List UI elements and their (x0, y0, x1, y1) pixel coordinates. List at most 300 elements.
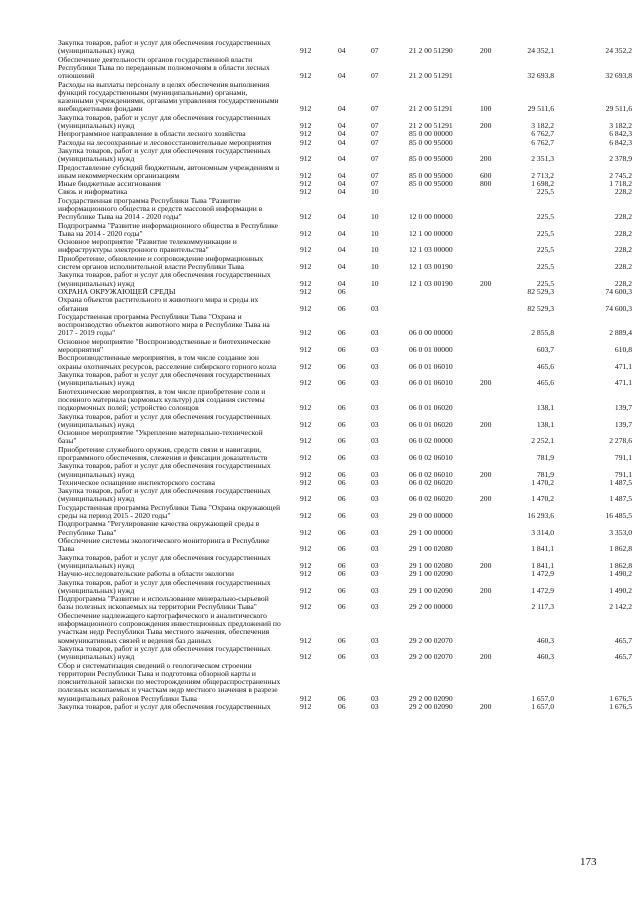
subsection-cell: 03 (371, 560, 379, 570)
target-article-cell: 85 0 00 95000 (409, 137, 453, 147)
target-article-cell: 06 0 02 06010 (409, 469, 453, 479)
target-article-cell: 06 0 01 06020 (409, 403, 453, 413)
amount-year2-cell: 471,1 (614, 378, 632, 388)
item-name (58, 354, 283, 371)
ved-cell: 912 (300, 477, 312, 487)
amount-year2-cell: 2 278,6 (609, 436, 632, 446)
item-name-line: Закупка товаров, работ и услуг для обеспечения государственных (58, 146, 271, 155)
section-cell: 04 (338, 120, 346, 130)
item-name-line: Обеспечение деятельности органов государственной власти (58, 55, 253, 64)
subsection-cell: 03 (371, 452, 379, 462)
item-name-line: (муниципальных) нужд (58, 278, 135, 288)
item-name-line: Закупка товаров, работ и услуг для обеспечения государственных (58, 371, 271, 379)
target-article-cell: 29 1 00 02090 (409, 569, 453, 579)
subsection-cell: 10 (371, 262, 379, 272)
item-name-line: функций государственными (муниципальными) органами, (58, 87, 248, 97)
item-name (58, 554, 283, 571)
table-row (0, 579, 640, 596)
item-name-line: Расходы на лесоохранные и лесовосстановительные мероприятия (58, 138, 272, 147)
expense-type-cell: 200 (480, 120, 492, 130)
ved-cell: 912 (300, 511, 312, 521)
section-cell: 04 (338, 228, 346, 238)
target-article-cell: 12 1 03 00190 (409, 262, 453, 272)
amount-year2-cell: 1 487,5 (609, 494, 632, 504)
amount-year1-cell: 3 314,0 (531, 527, 554, 537)
target-article-cell: 85 0 00 00000 (409, 129, 453, 139)
item-name (58, 313, 283, 338)
amount-year1-cell: 225,5 (536, 187, 554, 197)
section-cell: 06 (338, 378, 346, 388)
amount-year1-cell: 460,3 (536, 635, 554, 645)
item-name-line: Научно-исследовательские работы в области экологии (58, 570, 234, 579)
item-name-line: Подпрограмма "Регулирование качества окружающей среды в (58, 520, 260, 529)
ved-cell: 912 (300, 104, 312, 114)
ved-cell: 912 (300, 245, 312, 255)
item-name-line: Тыва (58, 544, 75, 554)
target-article-cell: 29 1 00 02090 (409, 585, 453, 595)
section-cell: 04 (338, 154, 346, 164)
item-name-line: Приобретение служебного оружия, средств связи и навигации, (58, 445, 262, 454)
amount-year2-cell: 228,2 (614, 245, 632, 255)
amount-year2-cell: 74 600,3 (605, 287, 632, 296)
table-row (0, 703, 640, 711)
item-name (58, 338, 283, 355)
amount-year2-cell: 16 485,5 (605, 511, 632, 521)
amount-year1-cell: 6 762,7 (531, 137, 554, 147)
amount-year1-cell: 2 117,3 (531, 602, 554, 612)
item-name (58, 288, 283, 296)
item-name-line: обитания (58, 303, 89, 313)
subsection-cell: 03 (371, 378, 379, 388)
ved-cell: 912 (300, 71, 312, 81)
item-name (58, 371, 283, 388)
table-row (0, 288, 640, 296)
item-name-line: информационного общества и средств массовой информации в (58, 203, 263, 213)
item-name (58, 130, 283, 138)
ved-cell: 912 (300, 154, 312, 164)
table-row (0, 255, 640, 272)
subsection-cell: 03 (371, 403, 379, 413)
amount-year1-cell: 225,5 (536, 278, 554, 288)
item-name-line: Охрана объектов растительного и животного мира и среды их (58, 296, 259, 305)
amount-year1-cell: 781,9 (536, 469, 554, 479)
item-name-line: Приобретение, обновление и сопровождение информационных (58, 254, 264, 263)
table-row (0, 570, 640, 578)
table-row (0, 388, 640, 413)
expense-type-cell: 200 (480, 652, 492, 662)
amount-year2-cell: 228,2 (614, 187, 632, 197)
expense-type-cell: 800 (480, 179, 492, 189)
section-cell: 04 (338, 179, 346, 189)
item-name (58, 595, 283, 612)
table-row (0, 662, 640, 704)
target-article-cell: 12 1 03 00190 (409, 278, 453, 288)
expense-type-cell: 200 (480, 585, 492, 595)
ved-cell: 912 (300, 137, 312, 147)
item-name-line: инфраструктуры электронного правительства" (58, 245, 209, 255)
table-row (0, 504, 640, 521)
item-name-line: Подпрограмма "Развитие информационного общества в Республике (58, 221, 279, 230)
item-name (58, 479, 283, 487)
ved-cell: 912 (300, 693, 312, 703)
item-name (58, 180, 283, 188)
target-article-cell: 06 0 01 00000 (409, 345, 453, 355)
section-cell: 06 (338, 635, 346, 645)
item-name-line: Государственная программа Республики Тыва "Охрана и (58, 312, 242, 321)
table-row (0, 238, 640, 255)
ved-cell: 912 (300, 544, 312, 554)
amount-year2-cell: 1 490,2 (609, 585, 632, 595)
item-name-line: казенными учреждениями, органами управления государственными (58, 96, 279, 106)
subsection-cell: 03 (371, 693, 379, 703)
amount-year1-cell: 1 841,1 (531, 544, 554, 554)
amount-year2-cell: 24 352,2 (605, 46, 632, 56)
amount-year1-cell: 465,6 (536, 361, 554, 371)
table-row (0, 147, 640, 164)
subsection-cell: 03 (371, 585, 379, 595)
amount-year1-cell: 225,5 (536, 228, 554, 238)
section-cell: 06 (338, 693, 346, 703)
table-row (0, 39, 640, 56)
subsection-cell: 03 (371, 494, 379, 504)
item-name-line: (муниципальных) нужд (58, 652, 135, 662)
subsection-cell: 03 (371, 419, 379, 429)
section-cell: 06 (338, 560, 346, 570)
ved-cell: 912 (300, 652, 312, 662)
item-name (58, 147, 283, 164)
amount-year2-cell: 139,7 (614, 419, 632, 429)
amount-year1-cell: 2 252,1 (531, 436, 554, 446)
amount-year1-cell: 225,5 (536, 212, 554, 222)
item-name (58, 645, 283, 662)
ved-cell: 912 (300, 287, 312, 296)
item-name-line: Биотехнические мероприятия, в том числе приобретение соли и (58, 387, 266, 396)
amount-year1-cell: 2 855,8 (531, 328, 554, 338)
item-name (58, 56, 283, 81)
target-article-cell: 21 2 00 51291 (409, 120, 453, 130)
section-cell: 04 (338, 187, 346, 197)
item-name-line: подкормочных полей; устройство солонцов (58, 403, 199, 413)
target-article-cell: 06 0 01 06010 (409, 361, 453, 371)
subsection-cell: 03 (371, 602, 379, 612)
subsection-cell: 10 (371, 278, 379, 288)
item-name-line: Предоставление субсидий бюджетным, автономным учреждениям и (58, 163, 280, 172)
ved-cell: 912 (300, 187, 312, 197)
table-row (0, 222, 640, 239)
amount-year1-cell: 2 351,3 (531, 154, 554, 164)
item-name-line: Закупка товаров, работ и услуг для обеспечения государственных (58, 412, 271, 421)
subsection-cell: 07 (371, 71, 379, 81)
item-name-line: Республики Тыва по переданным полномочиям в области лесных (58, 62, 270, 72)
item-name-line: Техническое оснащение инспекторского состава (58, 478, 215, 487)
amount-year1-cell: 1 657,0 (531, 702, 554, 711)
item-name-line: базы полезных ископаемых на территории Республики Тыва" (58, 602, 257, 612)
section-cell: 06 (338, 436, 346, 446)
amount-year2-cell: 6 842,3 (609, 137, 632, 147)
item-name-line: Связь и информатика (58, 188, 128, 197)
table-row (0, 462, 640, 479)
target-article-cell: 29 2 00 02070 (409, 635, 453, 645)
target-article-cell: 06 0 02 00000 (409, 436, 453, 446)
ved-cell: 912 (300, 129, 312, 139)
subsection-cell: 03 (371, 702, 379, 711)
item-name-line: (муниципальных) нужд (58, 494, 135, 504)
table-row (0, 338, 640, 355)
ved-cell: 912 (300, 212, 312, 222)
ved-cell: 912 (300, 602, 312, 612)
amount-year2-cell: 29 511,6 (605, 104, 632, 114)
item-name (58, 579, 283, 596)
item-name (58, 81, 283, 114)
section-cell: 04 (338, 46, 346, 56)
section-cell: 06 (338, 544, 346, 554)
amount-year2-cell: 2 142,2 (609, 602, 632, 612)
table-row (0, 645, 640, 662)
item-name-line: (муниципальных) нужд (58, 120, 135, 130)
ved-cell: 912 (300, 328, 312, 338)
subsection-cell: 07 (371, 179, 379, 189)
amount-year2-cell: 465,7 (614, 652, 632, 662)
target-article-cell: 06 0 02 06010 (409, 452, 453, 462)
ved-cell: 912 (300, 527, 312, 537)
amount-year2-cell: 791,1 (614, 452, 632, 462)
subsection-cell: 07 (371, 104, 379, 114)
table-row (0, 164, 640, 181)
item-name (58, 446, 283, 463)
subsection-cell: 07 (371, 120, 379, 130)
table-row (0, 429, 640, 446)
target-article-cell: 06 0 01 06020 (409, 419, 453, 429)
item-name-line: мероприятия" (58, 345, 104, 355)
amount-year2-cell: 228,2 (614, 228, 632, 238)
table-row (0, 296, 640, 313)
table-row (0, 313, 640, 338)
expense-type-cell: 100 (480, 104, 492, 114)
expense-type-cell: 200 (480, 46, 492, 56)
amount-year1-cell: 460,3 (536, 652, 554, 662)
section-cell: 06 (338, 585, 346, 595)
amount-year1-cell: 29 511,6 (527, 104, 554, 114)
item-name (58, 703, 283, 711)
item-name-line: среды на период 2015 - 2020 годы" (58, 511, 171, 521)
table-row (0, 595, 640, 612)
amount-year1-cell: 781,9 (536, 452, 554, 462)
ved-cell: 912 (300, 378, 312, 388)
item-name-line: воспроизводство объектов животного мира в Республике Тыва на (58, 320, 270, 330)
item-name-line: коммуникативных связей и ведения баз данных (58, 635, 212, 645)
ved-cell: 912 (300, 403, 312, 413)
item-name-line: 2017 - 2019 годы" (58, 328, 116, 338)
subsection-cell: 03 (371, 569, 379, 579)
amount-year2-cell: 1 487,5 (609, 477, 632, 487)
amount-year1-cell: 1 698,2 (531, 179, 554, 189)
subsection-cell: 03 (371, 436, 379, 446)
amount-year1-cell: 603,7 (536, 345, 554, 355)
subsection-cell: 03 (371, 328, 379, 338)
section-cell: 06 (338, 477, 346, 487)
amount-year2-cell: 465,7 (614, 635, 632, 645)
subsection-cell: 10 (371, 245, 379, 255)
amount-year2-cell: 139,7 (614, 403, 632, 413)
item-name-line: Воспроизводственные мероприятия, в том числе создание зон (58, 354, 259, 363)
item-name (58, 296, 283, 313)
item-name-line: (муниципальных) нужд (58, 378, 135, 388)
target-article-cell: 12 1 03 00000 (409, 245, 453, 255)
item-name (58, 255, 283, 272)
expense-type-cell: 200 (480, 154, 492, 164)
amount-year2-cell: 1 718,2 (609, 179, 632, 189)
target-article-cell: 29 1 00 00000 (409, 527, 453, 537)
section-cell: 04 (338, 129, 346, 139)
target-article-cell: 29 2 00 02090 (409, 702, 453, 711)
item-name (58, 537, 283, 554)
item-name-line: полезных ископаемых и участкам недр местного значения в разрезе (58, 685, 278, 695)
item-name-line: (муниципальных) нужд (58, 469, 135, 479)
amount-year1-cell: 225,5 (536, 245, 554, 255)
ved-cell: 912 (300, 303, 312, 313)
item-name-line: иным некоммерческим организациям (58, 170, 180, 180)
item-name-line: Государственная программа Республики Тыва "Охрана окружающей (58, 503, 281, 512)
item-name-line: Основное мероприятие "Укрепление материально-технической (58, 429, 263, 438)
item-name-line: Закупка товаров, работ и услуг для обеспечения государственных (58, 644, 271, 653)
section-cell: 06 (338, 702, 346, 711)
subsection-cell: 03 (371, 345, 379, 355)
ved-cell: 912 (300, 494, 312, 504)
section-cell: 06 (338, 328, 346, 338)
table-row (0, 554, 640, 571)
target-article-cell: 85 0 00 95000 (409, 154, 453, 164)
subsection-cell: 07 (371, 170, 379, 180)
item-name-line: территории Республики Тыва и подготовка обзорной карты и (58, 668, 256, 678)
amount-year2-cell: 228,2 (614, 278, 632, 288)
ved-cell: 912 (300, 452, 312, 462)
item-name-line: Закупка товаров, работ и услуг для обеспечения государственных (58, 39, 271, 47)
ved-cell: 912 (300, 120, 312, 130)
section-cell: 06 (338, 287, 346, 296)
target-article-cell: 21 2 00 51291 (409, 104, 453, 114)
amount-year1-cell: 225,5 (536, 262, 554, 272)
item-name-line: участкам недр Республики Тыва местного значения, обеспечения (58, 627, 270, 637)
section-cell: 04 (338, 278, 346, 288)
ved-cell: 912 (300, 345, 312, 355)
table-row (0, 479, 640, 487)
ved-cell: 912 (300, 361, 312, 371)
amount-year1-cell: 1 841,1 (531, 560, 554, 570)
amount-year1-cell: 1 472,9 (531, 569, 554, 579)
section-cell: 06 (338, 494, 346, 504)
section-cell: 06 (338, 511, 346, 521)
table-row (0, 354, 640, 371)
item-name-line: программного обеспечения, слежения и фиксации доказательств (58, 452, 268, 462)
page-number: 173 (580, 856, 597, 868)
amount-year1-cell: 82 529,3 (527, 303, 554, 313)
item-name-line: Сбор и систематизация сведений о геологическом строении (58, 661, 252, 670)
section-cell: 06 (338, 602, 346, 612)
ved-cell: 912 (300, 46, 312, 56)
item-name (58, 164, 283, 181)
item-name-line: Тыва на 2014 - 2020 годы" (58, 228, 143, 238)
table-row (0, 188, 640, 196)
item-name (58, 570, 283, 578)
section-cell: 06 (338, 469, 346, 479)
target-article-cell: 85 0 00 95000 (409, 170, 453, 180)
ved-cell: 912 (300, 569, 312, 579)
subsection-cell: 07 (371, 129, 379, 139)
section-cell: 04 (338, 262, 346, 272)
ved-cell: 912 (300, 228, 312, 238)
amount-year2-cell: 1 862,8 (609, 560, 632, 570)
table-row (0, 114, 640, 131)
item-name-line: Иные бюджетные ассигнования (58, 180, 161, 189)
ved-cell: 912 (300, 436, 312, 446)
table-row (0, 446, 640, 463)
amount-year2-cell: 610,8 (614, 345, 632, 355)
item-name-line: Расходы на выплаты персоналу в целях обеспечения выполнения (58, 80, 270, 89)
item-name (58, 271, 283, 288)
target-article-cell: 85 0 00 95000 (409, 179, 453, 189)
section-cell: 06 (338, 452, 346, 462)
subsection-cell: 03 (371, 527, 379, 537)
item-name (58, 188, 283, 196)
expense-type-cell: 200 (480, 378, 492, 388)
item-name-line: Основное мероприятие "Развитие телекоммуникации и (58, 238, 237, 247)
target-article-cell: 29 1 00 02080 (409, 544, 453, 554)
expense-type-cell: 200 (480, 560, 492, 570)
subsection-cell: 03 (371, 635, 379, 645)
section-cell: 04 (338, 71, 346, 81)
expense-type-cell: 200 (480, 278, 492, 288)
section-cell: 04 (338, 212, 346, 222)
item-name (58, 504, 283, 521)
table-row (0, 612, 640, 645)
amount-year1-cell: 24 352,1 (527, 46, 554, 56)
amount-year2-cell: 3 353,0 (609, 527, 632, 537)
expense-type-cell: 200 (480, 702, 492, 711)
ved-cell: 912 (300, 170, 312, 180)
amount-year2-cell: 1 490,2 (609, 569, 632, 579)
section-cell: 04 (338, 245, 346, 255)
target-article-cell: 06 0 02 06020 (409, 477, 453, 487)
subsection-cell: 03 (371, 544, 379, 554)
table-row (0, 537, 640, 554)
ved-cell: 912 (300, 469, 312, 479)
amount-year2-cell: 228,2 (614, 262, 632, 272)
item-name (58, 520, 283, 537)
section-cell: 06 (338, 419, 346, 429)
item-name (58, 612, 283, 645)
item-name-line: внебюджетными фондами (58, 104, 143, 114)
item-name (58, 197, 283, 222)
amount-year1-cell: 1 472,9 (531, 585, 554, 595)
section-cell: 06 (338, 652, 346, 662)
target-article-cell: 29 0 00 00000 (409, 511, 453, 521)
item-name (58, 238, 283, 255)
expense-type-cell: 200 (480, 419, 492, 429)
target-article-cell: 29 2 00 02090 (409, 693, 453, 703)
item-name-line: Непрограммное направление в области лесного хозяйства (58, 130, 246, 139)
amount-year2-cell: 74 600,3 (605, 303, 632, 313)
section-cell: 06 (338, 403, 346, 413)
amount-year2-cell: 2 889,4 (609, 328, 632, 338)
expense-type-cell: 200 (480, 469, 492, 479)
target-article-cell: 29 2 00 02070 (409, 652, 453, 662)
ved-cell: 912 (300, 278, 312, 288)
ved-cell: 912 (300, 585, 312, 595)
item-name-line: пояснительной записки по месторождениям общераспространенных (58, 677, 281, 687)
section-cell: 04 (338, 170, 346, 180)
item-name-line: систем органов исполнительной власти Республики Тыва (58, 262, 245, 272)
item-name-line: Закупка товаров, работ и услуг для обеспечения государственных (58, 578, 271, 587)
